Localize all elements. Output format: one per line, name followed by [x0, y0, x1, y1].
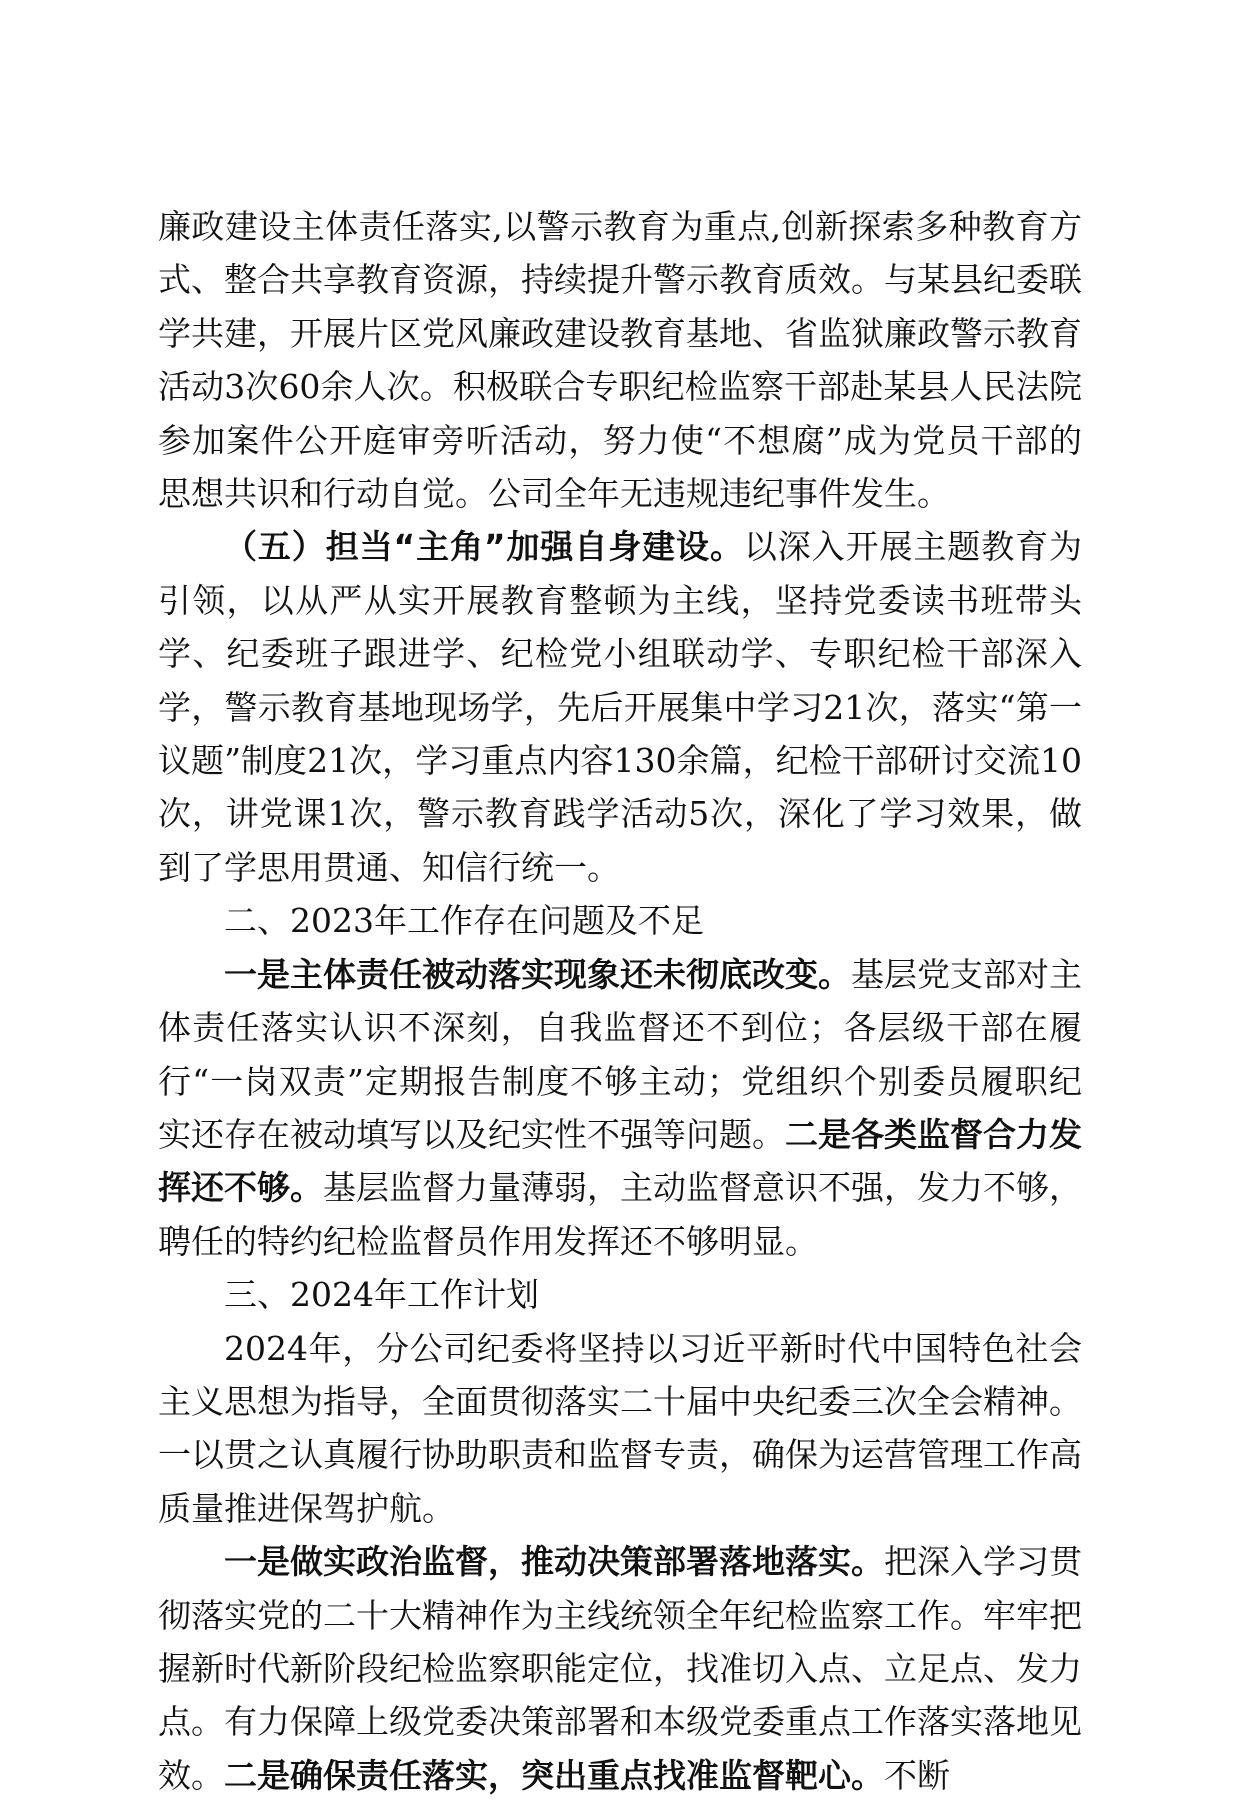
plan-1-title: 一是做实政治监督，推动决策部署落地落实。 — [224, 1542, 884, 1582]
plan-1-text: 把深入学习贯彻落实党的二十大精神作为主线统领全年纪检监察工作。牢牢把握新时代新阶段纪检监察职能定位，找准切入点、立足点、发力点。有力保障上级党委决策部署和本级党委重点工作落实落地见效。 — [158, 1542, 1082, 1795]
problem-2-title: 二是各类监督合力发挥还不够。 — [158, 1114, 1082, 1208]
paragraph-5 — [158, 1535, 1082, 1802]
section-5-title: （五）担当“主角”加强自身建设。 — [224, 527, 744, 567]
plan-2-title: 二是确保责任落实，突出重点找准监督靶心。 — [224, 1755, 884, 1795]
document-page — [158, 200, 1082, 1802]
paragraph-3 — [158, 948, 1082, 1268]
paragraph-2 — [158, 520, 1082, 894]
plan-2-text: 不断 — [884, 1755, 950, 1795]
paragraph-4 — [158, 1322, 1082, 1536]
problem-1-title: 一是主体责任被动落实现象还未彻底改变。 — [224, 954, 851, 994]
heading-plan: 三、2024年工作计划 — [224, 1275, 539, 1315]
paragraph-1-text: 廉政建设主体责任落实,以警示教育为重点,创新探索多种教育方式、整合共享教育资源，持续提升警示教育质效。与某县纪委联学共建，开展片区党风廉政建设教育基地、省监狱廉政警示教育活动3次60余人次。积极联合专职纪检监察干部赴某县人民法院参加案件公开庭审旁听活动，努力使“不想腐”成为党员干部的思想共识和行动自觉。公司全年无违规违纪事件发生。 — [158, 207, 1082, 514]
paragraph-4-text: 2024年，分公司纪委将坚持以习近平新时代中国特色社会主义思想为指导，全面贯彻落实二十届中央纪委三次全会精神。一以贯之认真履行协助职责和监督专责，确保为运营管理工作高质量推进保驾护航。 — [158, 1328, 1082, 1528]
problem-2-text: 基层监督力量薄弱，主动监督意识不强，发力不够，聘任的特约纪检监督员作用发挥还不够明显。 — [158, 1168, 1082, 1261]
paragraph-2-text: 以深入开展主题教育为引领，以从严从实开展教育整顿为主线，坚持党委读书班带头学、纪委班子跟进学、纪检党小组联动学、专职纪检干部深入学，警示教育基地现场学，先后开展集中学习21次，落实“第一议题”制度21次，学习重点内容130余篇，纪检干部研讨交流10次，讲党课1次，警示教育践学活动5次，深化了学习效果，做到了学思用贯通、知信行统一。 — [158, 527, 1082, 887]
heading-problems: 二、2023年工作存在问题及不足 — [224, 901, 704, 941]
paragraph-1 — [158, 200, 1082, 520]
problem-1-text: 基层党支部对主体责任落实认识不深刻，自我监督还不到位；各层级干部在履行“一岗双责”定期报告制度不够主动；党组织个别委员履职纪实还存在被动填写以及纪实性不强等问题。 — [158, 954, 1082, 1154]
